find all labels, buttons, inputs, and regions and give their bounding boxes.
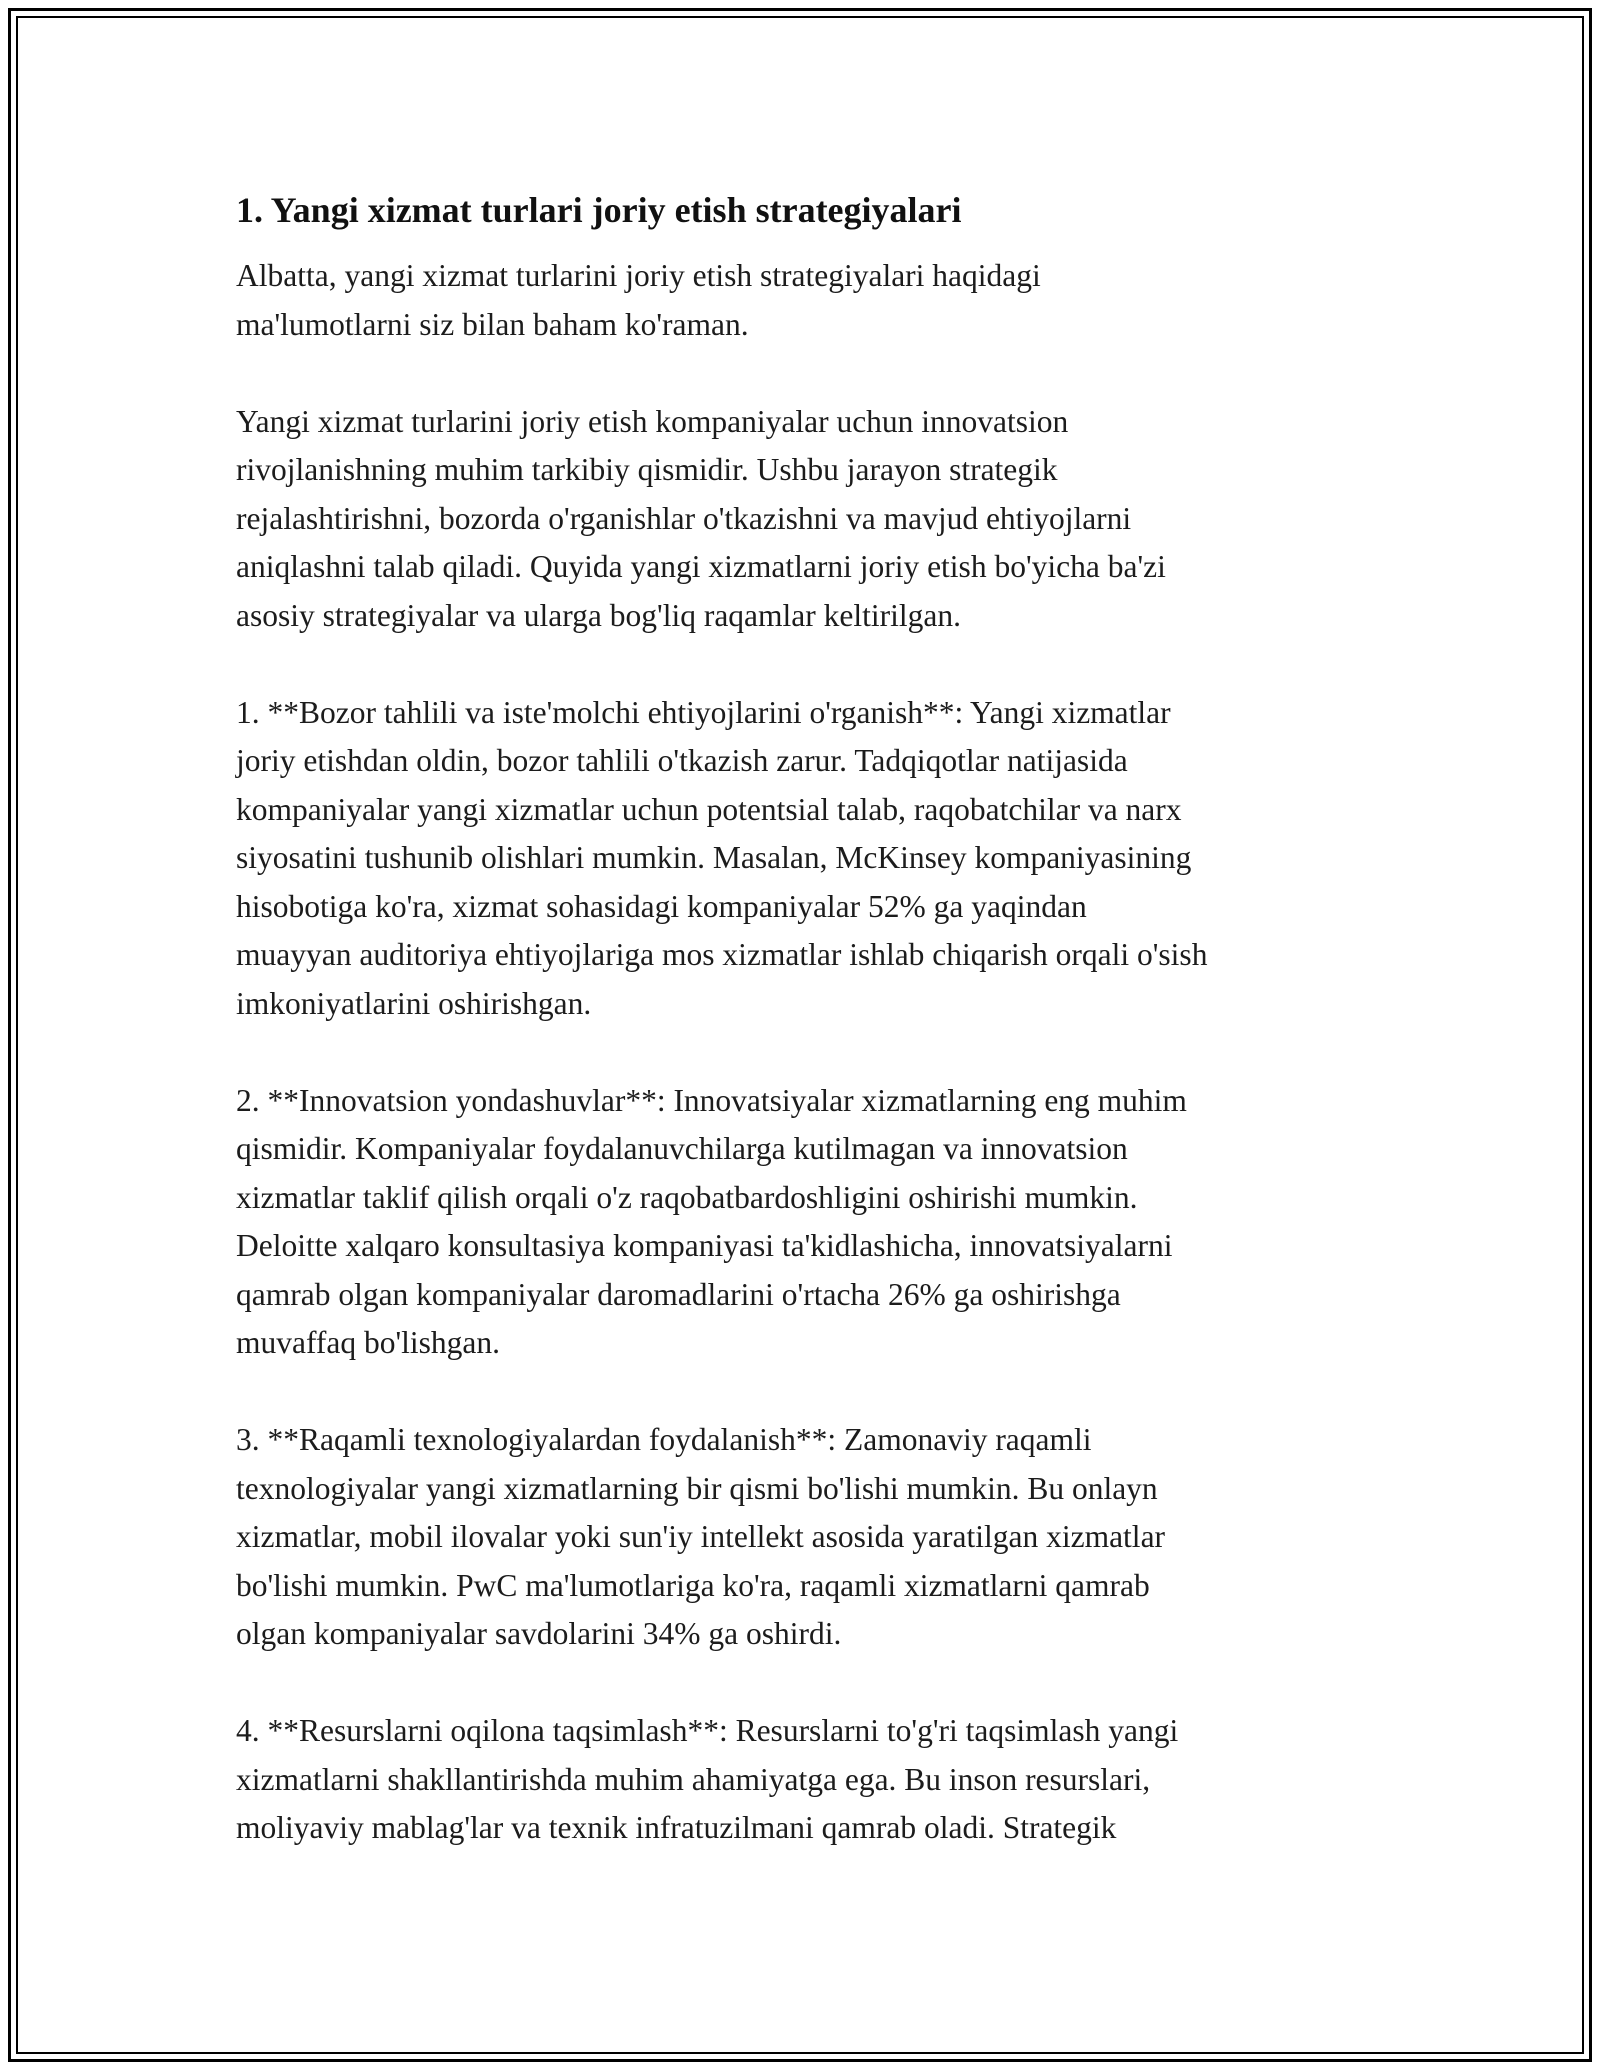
paragraph-item-4: 4. **Resurslarni oqilona taqsimlash**: Resurslarni to'g'ri taqsimlash yangi xizmatlarni shakllantirishda muhim ahamiyatga ega. Bu inson resurslari, moliyaviy mablag'lar va texnik infratuzilmani qamrab oladi. Strategik — [236, 1713, 1179, 1845]
paragraph-item-3: 3. **Raqamli texnologiyalardan foydalanish**: Zamonaviy raqamli texnologiyalar yangi xizmatlarning bir qismi bo'lishi mumkin. Bu onlayn xizmatlar, mobil ilovalar yoki sun'iy intellekt asosida yaratilgan xizmatlar bo'lishi mumkin. PwC ma'lumotlariga ko'ra, raqamli xizmatlarni qamrab olgan kompaniyalar savdolarini 34% ga oshirdi. — [236, 1422, 1166, 1651]
paragraph-overview: Yangi xizmat turlarini joriy etish kompaniyalar uchun innovatsion rivojlanishning muhim tarkibiy qismidir. Ushbu jarayon strategik rejalashtirishni, bozorda o'rganishlar o'tkazishni va mavjud ehtiyojlarni aniqlashni talab qiladi. Quyida yangi xizmatlarni joriy etish bo'yicha ba'zi asosiy strategiyalar va ularga bog'liq raqamlar keltirilgan. — [236, 403, 1166, 633]
paragraph-item-1: 1. **Bozor tahlili va iste'molchi ehtiyojlarini o'rganish**: Yangi xizmatlar joriy etishdan oldin, bozor tahlili o'tkazish zarur. Tadqiqotlar natijasida kompaniyalar yangi xizmatlar uchun potentsial talab, raqobatchilar va narx siyosatini tushunib olishlari mumkin. Masalan, McKinsey kompaniyasining hisobotiga ko'ra, xizmat sohasidagi kompaniyalar 52% ga yaqindan muayyan auditoriya ehtiyojlariga mos xizmatlar ishlab chiqarish orqali o'sish imkoniyatlarini oshirishgan. — [236, 694, 1208, 1021]
document-heading: 1. Yangi xizmat turlari joriy etish strategiyalari — [236, 190, 962, 230]
paragraph-intro: Albatta, yangi xizmat turlarini joriy etish strategiyalari haqidagi ma'lumotlarni siz bilan baham ko'raman. — [236, 258, 1041, 342]
document-body — [236, 186, 1386, 1853]
paragraph-item-2: 2. **Innovatsion yondashuvlar**: Innovatsiyalar xizmatlarning eng muhim qismidir. Kompaniyalar foydalanuvchilarga kutilmagan va innovatsion xizmatlar taklif qilish orqali o'z raqobatbardoshligini oshirishi mumkin. Deloitte xalqaro konsultasiya kompaniyasi ta'kidlashicha, innovatsiyalarni qamrab olgan kompaniyalar daromadlarini o'rtacha 26% ga oshirishga muvaffaq bo'lishgan. — [236, 1082, 1187, 1360]
